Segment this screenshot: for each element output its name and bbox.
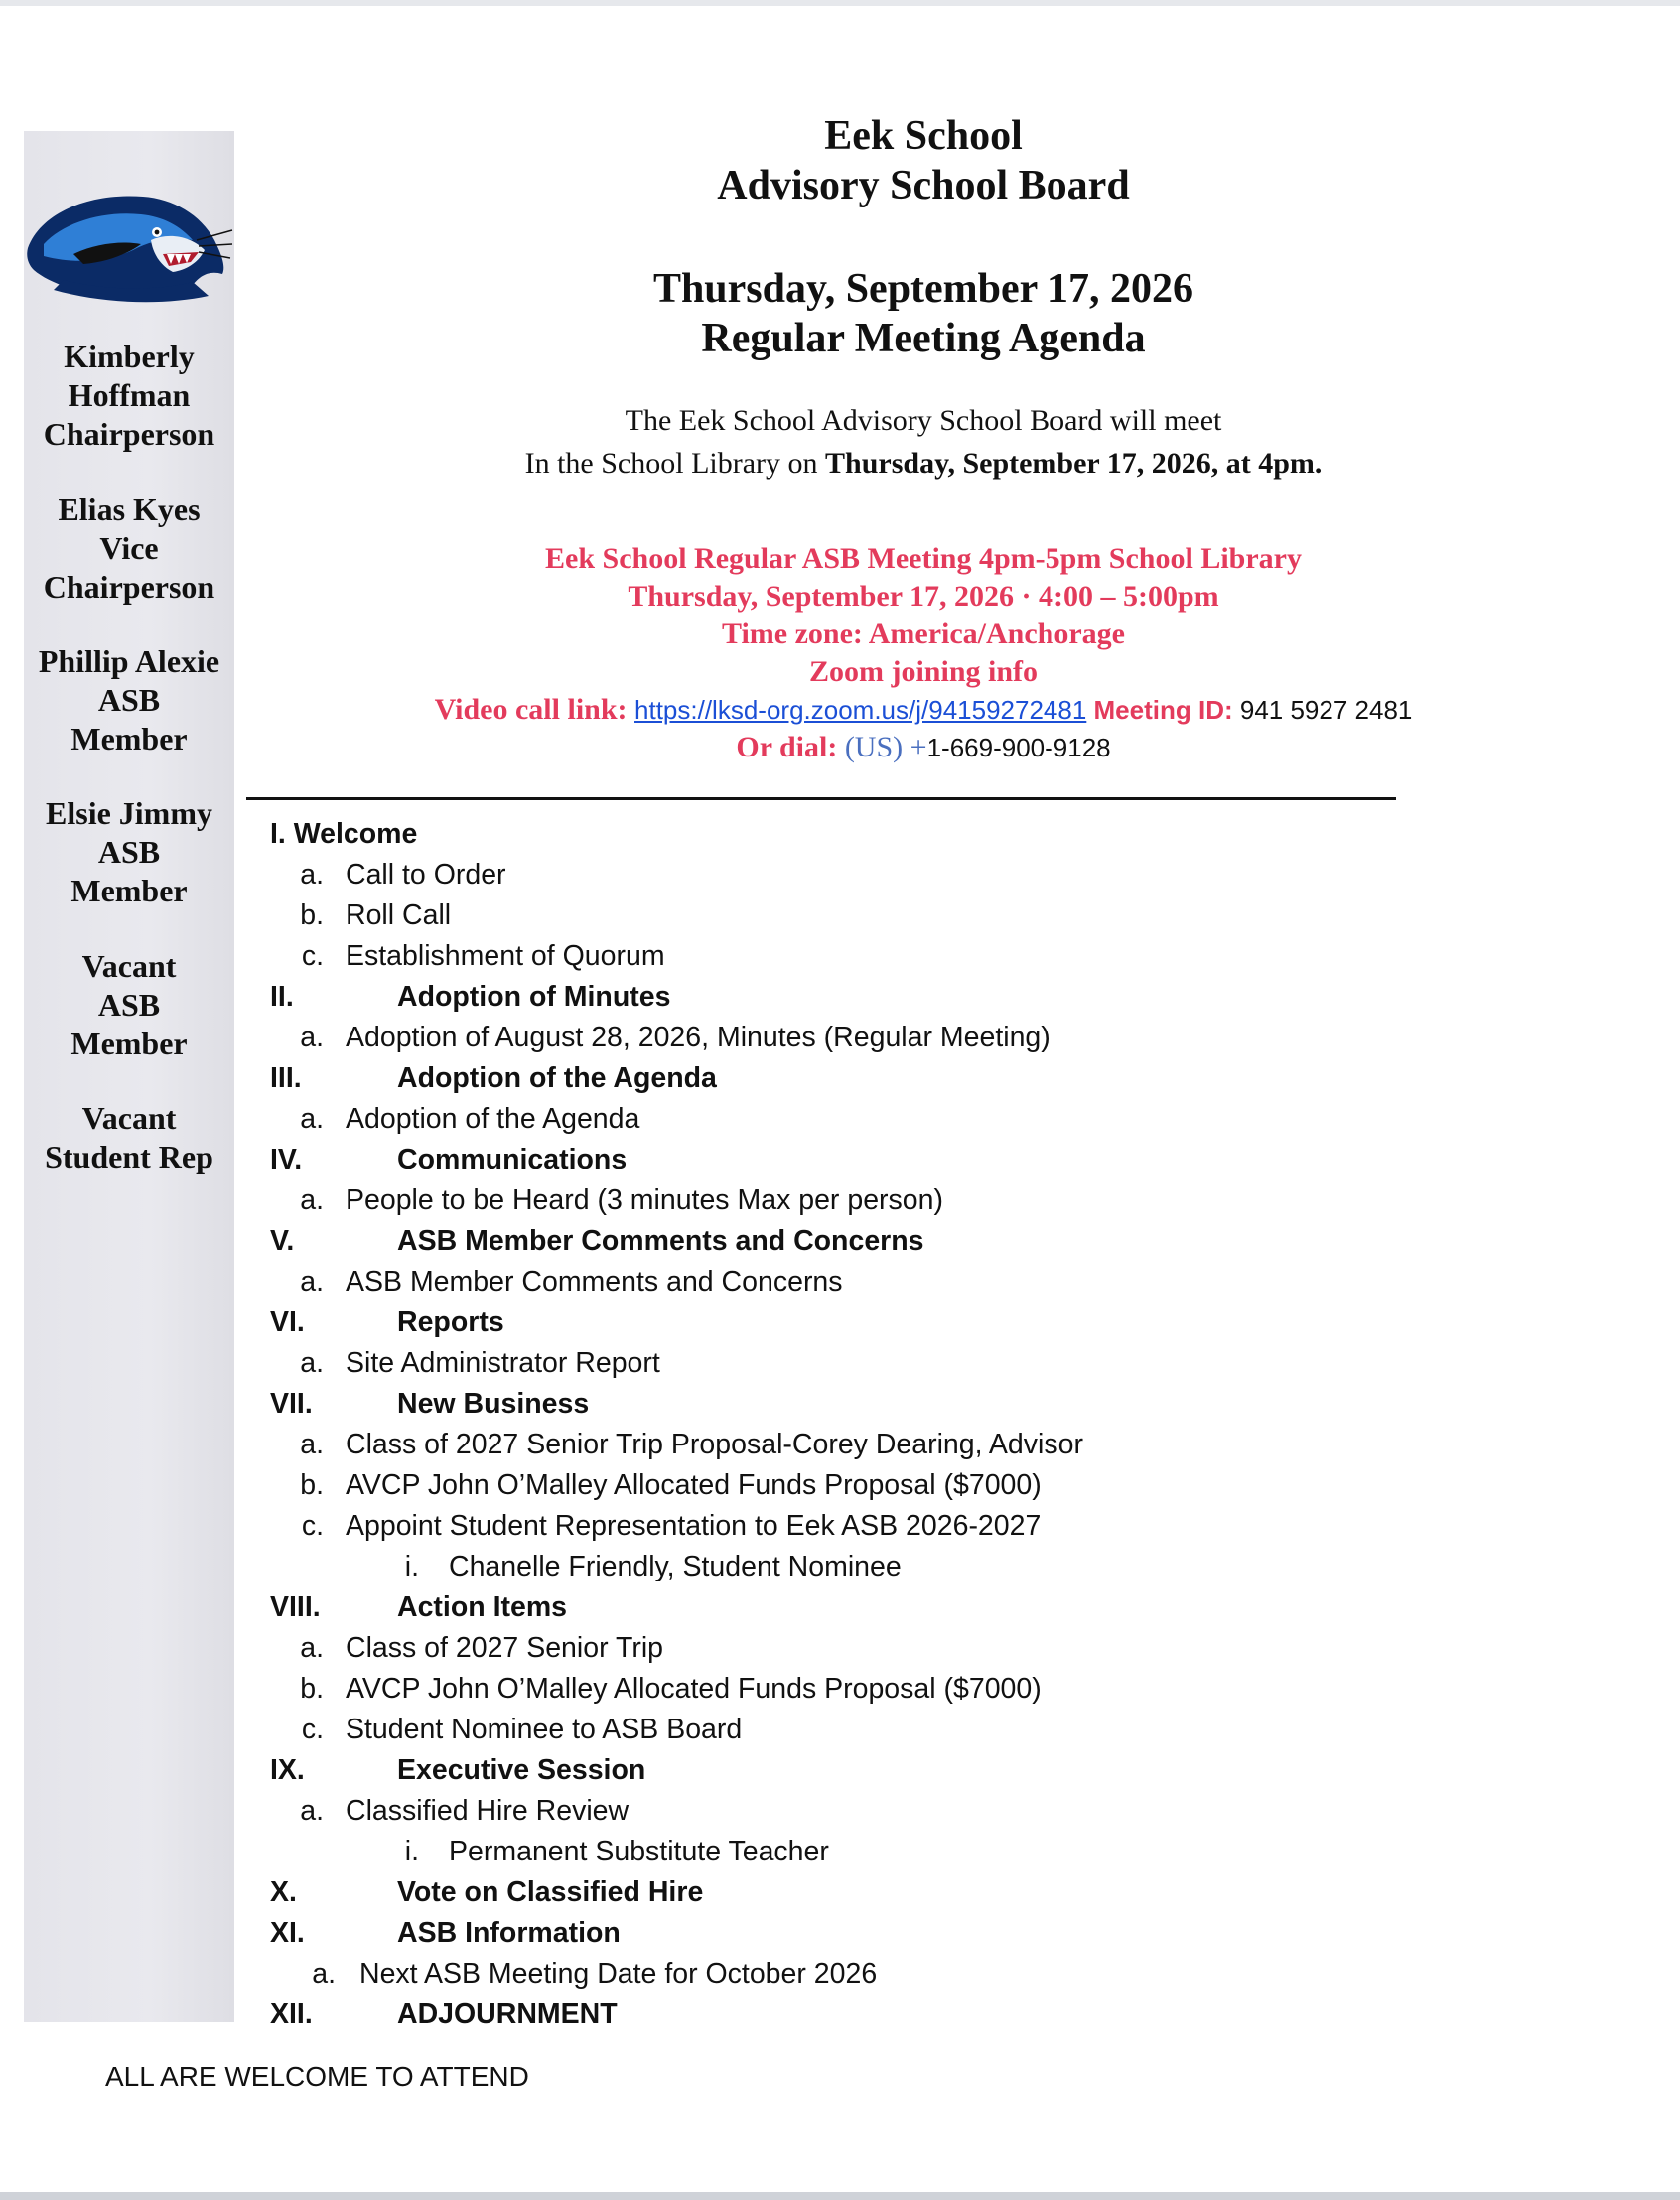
cougar-mascot-icon — [24, 171, 234, 320]
sidebar-member-6 — [24, 1099, 234, 1176]
header-school-block — [298, 111, 1549, 210]
header-divider — [246, 797, 1396, 800]
member-role: Student Rep — [45, 1139, 213, 1174]
page-bottom-edge — [0, 2192, 1680, 2200]
page-top-edge — [0, 0, 1680, 6]
member-role: Member — [70, 1026, 188, 1061]
intro-line-1: The Eek School Advisory School Board will meet — [625, 404, 1222, 437]
member-name: Elsie Jimmy — [46, 795, 212, 831]
sidebar-member-1 — [24, 338, 234, 454]
sidebar-member-2 — [24, 490, 234, 607]
member-role: Vice — [99, 530, 159, 566]
sidebar-member-5 — [24, 947, 234, 1063]
member-role: ASB — [97, 834, 161, 870]
sidebar-member-3 — [24, 642, 234, 758]
member-role: Chairperson — [43, 569, 215, 605]
member-role: Member — [70, 721, 188, 756]
member-name: Phillip Alexie — [38, 643, 220, 679]
member-name: Vacant — [81, 948, 177, 984]
intro-line-2: In the School Library on Thursday, September 17, 2026, at 4pm. — [524, 447, 1323, 480]
event-timezone: Time zone: America/Anchorage — [721, 618, 1125, 650]
sidebar-member-4 — [24, 794, 234, 910]
dial-number: 1-669-900-9128 — [926, 733, 1111, 762]
video-call-line: Video call link: https://lksd-org.zoom.us/j/94159272481 Meeting ID: 941 5927 2481 — [434, 693, 1413, 726]
footer-note: ALL ARE WELCOME TO ATTEND — [105, 2061, 529, 2092]
meeting-date: Thursday, September 17, 2026 — [652, 266, 1194, 312]
zoom-joining-info: Zoom joining info — [808, 655, 1039, 688]
member-name: Vacant — [81, 1100, 177, 1136]
member-name: Kimberly — [64, 339, 195, 374]
sidebar — [24, 131, 234, 2022]
meeting-type: Regular Meeting Agenda — [701, 316, 1146, 361]
board-name: Advisory School Board — [717, 163, 1130, 208]
dial-line: Or dial: (US) +1-669-900-9128 — [736, 731, 1111, 763]
school-name: Eek School — [824, 113, 1023, 159]
member-role: ASB — [97, 682, 161, 718]
member-name: Elias Kyes — [58, 491, 201, 527]
meeting-intro — [298, 399, 1549, 484]
event-time: Thursday, September 17, 2026 · 4:00 – 5:00pm — [628, 580, 1219, 613]
member-role: Member — [70, 873, 188, 908]
meeting-id: 941 5927 2481 — [1239, 695, 1413, 725]
header-meeting-block — [298, 264, 1549, 363]
member-role: ASB — [97, 987, 161, 1023]
video-call-link[interactable]: https://lksd-org.zoom.us/j/94159272481 — [634, 695, 1087, 725]
member-role: Chairperson — [43, 416, 215, 452]
member-name: Hoffman — [68, 377, 191, 413]
event-title: Eek School Regular ASB Meeting 4pm-5pm School Library — [545, 542, 1302, 575]
zoom-info-block — [298, 540, 1549, 766]
